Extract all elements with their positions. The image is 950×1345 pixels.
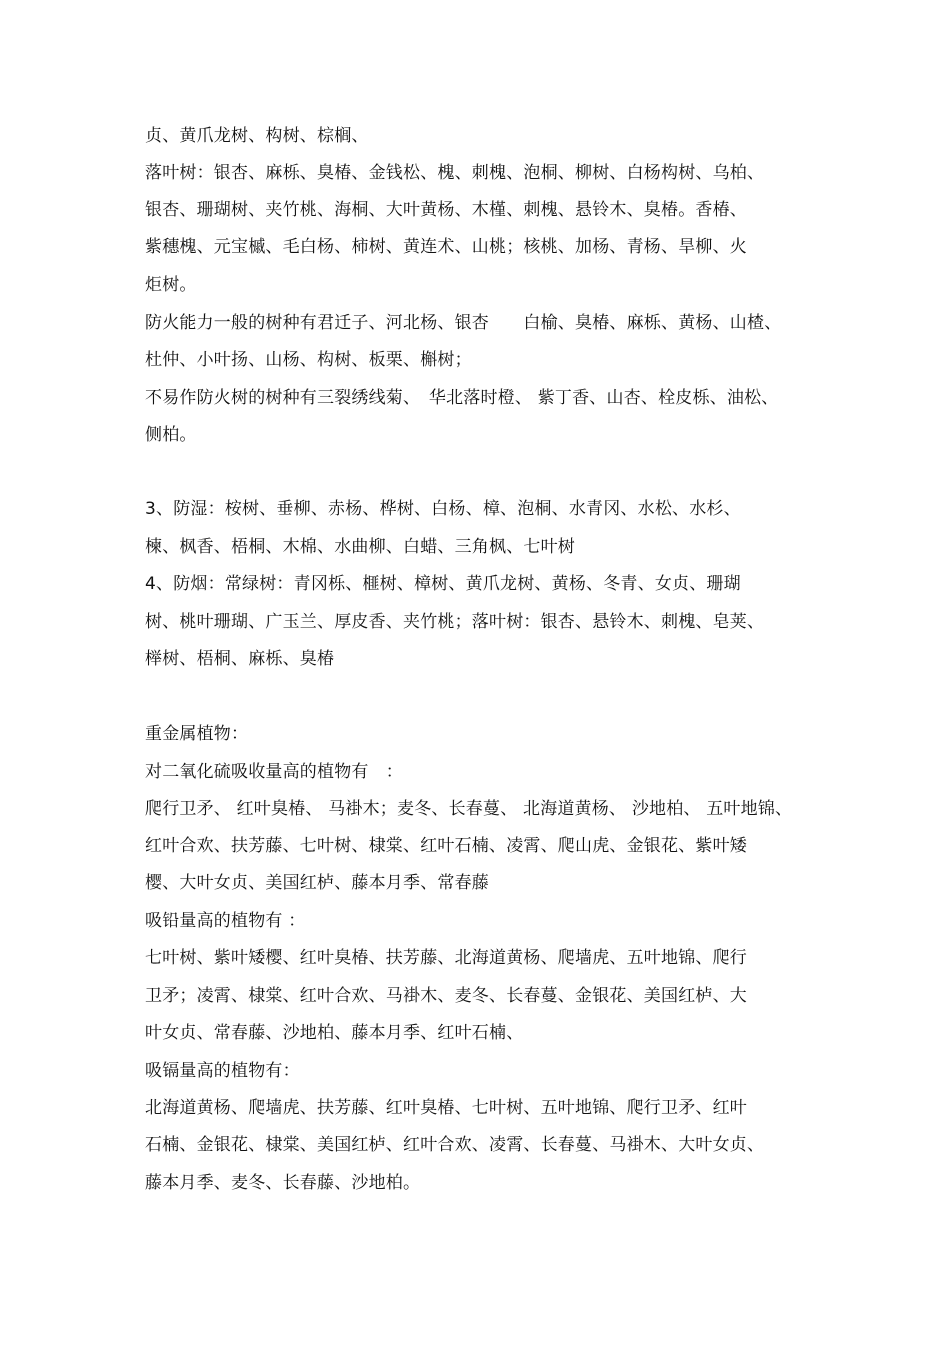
text-line: 七叶树、紫叶矮樱、红叶臭椿、扶芳藤、北海道黄杨、爬墙虎、五叶地锦、爬行	[145, 948, 747, 968]
text-line: 樱、大叶女贞、美国红栌、藤本月季、常春藤	[145, 873, 489, 893]
text-line: 爬行卫矛、 红叶臭椿、 马褂木；麦冬、长春蔓、 北海道黄杨、 沙地柏、 五叶地锦、	[145, 799, 793, 819]
text-line: 4、防烟：常绿树：青冈栎、榧树、樟树、黄爪龙树、黄杨、冬青、女贞、珊瑚	[145, 574, 741, 594]
text-line: 贞、黄爪龙树、构树、棕榈、	[145, 126, 369, 146]
text-line: 吸镉量高的植物有：	[145, 1061, 300, 1081]
text-line: 楝、枫香、梧桐、木棉、水曲柳、白蜡、三角枫、七叶树	[145, 537, 575, 557]
text-line: 卫矛；凌霄、棣棠、红叶合欢、马褂木、麦冬、长春蔓、金银花、美国红栌、大	[145, 986, 747, 1006]
text-line: 吸铅量高的植物有 ：	[145, 911, 306, 931]
text-line: 藤本月季、麦冬、长春藤、沙地柏。	[145, 1173, 421, 1193]
text-line: 石楠、金银花、棣棠、美国红栌、红叶合欢、凌霄、长春蔓、马褂木、大叶女贞、	[145, 1135, 765, 1155]
text-line: 对二氧化硫吸收量高的植物有 ：	[145, 762, 403, 782]
text-line: 杜仲、小叶扬、山杨、构树、板栗、槲树；	[145, 350, 472, 370]
text-line: 紫穗槐、元宝槭、毛白杨、柿树、黄连术、山桃；核桃、加杨、青杨、旱柳、火	[145, 237, 747, 257]
text-line: 防火能力一般的树种有君迁子、河北杨、银杏 白榆、臭椿、麻栎、黄杨、山楂、	[145, 313, 782, 333]
text-line: 炬树。	[145, 275, 197, 295]
text-line: 榉树、梧桐、麻栎、臭椿	[145, 649, 335, 669]
text-line: 北海道黄杨、爬墙虎、扶芳藤、红叶臭椿、七叶树、五叶地锦、爬行卫矛、红叶	[145, 1098, 747, 1118]
text-line: 叶女贞、常春藤、沙地柏、藤本月季、红叶石楠、	[145, 1023, 524, 1043]
text-line: 落叶树：银杏、麻栎、臭椿、金钱松、槐、刺槐、泡桐、柳树、白杨构树、乌柏、	[145, 163, 765, 183]
text-line: 银杏、珊瑚树、夹竹桃、海桐、大叶黄杨、木槿、刺槐、悬铃木、臭椿。香椿、	[145, 200, 747, 220]
section-heading: 重金属植物：	[145, 724, 249, 744]
text-line: 红叶合欢、扶芳藤、七叶树、棣棠、红叶石楠、凌霄、爬山虎、金银花、紫叶矮	[145, 836, 747, 856]
text-line: 侧柏。	[145, 425, 197, 445]
text-line: 树、桃叶珊瑚、广玉兰、厚皮香、夹竹桃；落叶树：银杏、悬铃木、刺槐、皂荚、	[145, 612, 765, 632]
text-line: 3、防湿：桉树、垂柳、赤杨、桦树、白杨、樟、泡桐、水青冈、水松、水杉、	[145, 499, 741, 519]
text-line: 不易作防火树的树种有三裂绣线菊、 华北落时橙、 紫丁香、山杏、栓皮栎、油松、	[145, 388, 779, 408]
